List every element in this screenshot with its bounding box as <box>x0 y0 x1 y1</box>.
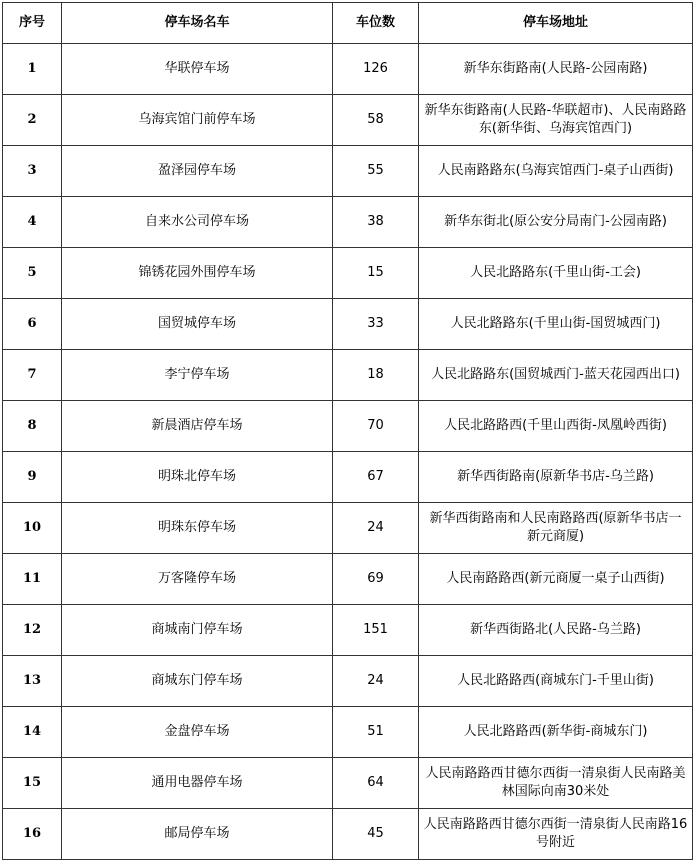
cell-serial-number: 3 <box>3 146 62 197</box>
cell-parking-address: 新华东街路南(人民路-华联超市)、人民南路路东(新华街、乌海宾馆西门) <box>419 95 693 146</box>
cell-space-count: 151 <box>333 605 419 656</box>
cell-space-count: 24 <box>333 503 419 554</box>
table-body <box>3 44 693 860</box>
cell-parking-name: 国贸城停车场 <box>62 299 333 350</box>
cell-parking-name: 盈泽园停车场 <box>62 146 333 197</box>
cell-parking-address: 人民南路路西(新元商厦一桌子山西街) <box>419 554 693 605</box>
cell-parking-name: 明珠北停车场 <box>62 452 333 503</box>
table-row <box>3 401 693 452</box>
cell-parking-address: 新华西街路南和人民南路路西(原新华书店一新元商厦) <box>419 503 693 554</box>
cell-space-count: 38 <box>333 197 419 248</box>
parking-lot-table <box>2 2 693 860</box>
cell-parking-address: 人民南路路东(乌海宾馆西门-桌子山西街) <box>419 146 693 197</box>
cell-space-count: 18 <box>333 350 419 401</box>
cell-parking-address: 人民北路路东(千里山街-国贸城西门) <box>419 299 693 350</box>
cell-serial-number: 7 <box>3 350 62 401</box>
cell-parking-name: 金盘停车场 <box>62 707 333 758</box>
cell-space-count: 33 <box>333 299 419 350</box>
cell-serial-number: 1 <box>3 44 62 95</box>
cell-space-count: 45 <box>333 809 419 860</box>
cell-parking-address: 新华西街路南(原新华书店-乌兰路) <box>419 452 693 503</box>
table-row <box>3 44 693 95</box>
cell-serial-number: 15 <box>3 758 62 809</box>
header-parking-name: 停车场名车 <box>62 3 333 44</box>
cell-parking-name: 李宁停车场 <box>62 350 333 401</box>
cell-parking-address: 人民北路路西(千里山西街-凤凰岭西街) <box>419 401 693 452</box>
table-row <box>3 299 693 350</box>
header-parking-address: 停车场地址 <box>419 3 693 44</box>
cell-parking-address: 人民北路路东(千里山街-工会) <box>419 248 693 299</box>
cell-serial-number: 10 <box>3 503 62 554</box>
cell-parking-address: 人民南路路西甘德尔西街一清泉街人民南路16号附近 <box>419 809 693 860</box>
cell-serial-number: 13 <box>3 656 62 707</box>
cell-space-count: 55 <box>333 146 419 197</box>
table-row <box>3 248 693 299</box>
cell-parking-name: 商城南门停车场 <box>62 605 333 656</box>
cell-parking-name: 新晨酒店停车场 <box>62 401 333 452</box>
table-row <box>3 605 693 656</box>
table-row <box>3 656 693 707</box>
cell-serial-number: 5 <box>3 248 62 299</box>
cell-space-count: 69 <box>333 554 419 605</box>
cell-parking-address: 人民北路路西(商城东门-千里山街) <box>419 656 693 707</box>
cell-space-count: 15 <box>333 248 419 299</box>
cell-serial-number: 14 <box>3 707 62 758</box>
cell-parking-name: 商城东门停车场 <box>62 656 333 707</box>
cell-parking-name: 邮局停车场 <box>62 809 333 860</box>
cell-serial-number: 11 <box>3 554 62 605</box>
table-row <box>3 809 693 860</box>
cell-serial-number: 16 <box>3 809 62 860</box>
table-row <box>3 146 693 197</box>
cell-parking-name: 华联停车场 <box>62 44 333 95</box>
table-row <box>3 758 693 809</box>
header-space-count: 车位数 <box>333 3 419 44</box>
cell-space-count: 67 <box>333 452 419 503</box>
cell-space-count: 24 <box>333 656 419 707</box>
cell-space-count: 70 <box>333 401 419 452</box>
cell-parking-name: 通用电器停车场 <box>62 758 333 809</box>
cell-parking-address: 新华东街路南(人民路-公园南路) <box>419 44 693 95</box>
table-header-row <box>3 3 693 44</box>
cell-space-count: 64 <box>333 758 419 809</box>
cell-parking-name: 锦锈花园外围停车场 <box>62 248 333 299</box>
cell-serial-number: 6 <box>3 299 62 350</box>
cell-serial-number: 4 <box>3 197 62 248</box>
table-row <box>3 197 693 248</box>
cell-parking-address: 新华东街北(原公安分局南门-公园南路) <box>419 197 693 248</box>
cell-parking-name: 乌海宾馆门前停车场 <box>62 95 333 146</box>
table-row <box>3 95 693 146</box>
cell-serial-number: 8 <box>3 401 62 452</box>
table-row <box>3 350 693 401</box>
cell-space-count: 58 <box>333 95 419 146</box>
header-serial-number: 序号 <box>3 3 62 44</box>
table-row <box>3 554 693 605</box>
cell-parking-address: 人民南路路西甘德尔西街一清泉街人民南路美林国际向南30米处 <box>419 758 693 809</box>
cell-space-count: 126 <box>333 44 419 95</box>
cell-parking-name: 万客隆停车场 <box>62 554 333 605</box>
cell-serial-number: 9 <box>3 452 62 503</box>
table-row <box>3 452 693 503</box>
table-row <box>3 707 693 758</box>
cell-parking-name: 明珠东停车场 <box>62 503 333 554</box>
cell-serial-number: 2 <box>3 95 62 146</box>
cell-parking-address: 人民北路路西(新华街-商城东门) <box>419 707 693 758</box>
table-row <box>3 503 693 554</box>
cell-parking-address: 人民北路路东(国贸城西门-蓝天花园西出口) <box>419 350 693 401</box>
cell-parking-address: 新华西街路北(人民路-乌兰路) <box>419 605 693 656</box>
cell-parking-name: 自来水公司停车场 <box>62 197 333 248</box>
cell-space-count: 51 <box>333 707 419 758</box>
cell-serial-number: 12 <box>3 605 62 656</box>
